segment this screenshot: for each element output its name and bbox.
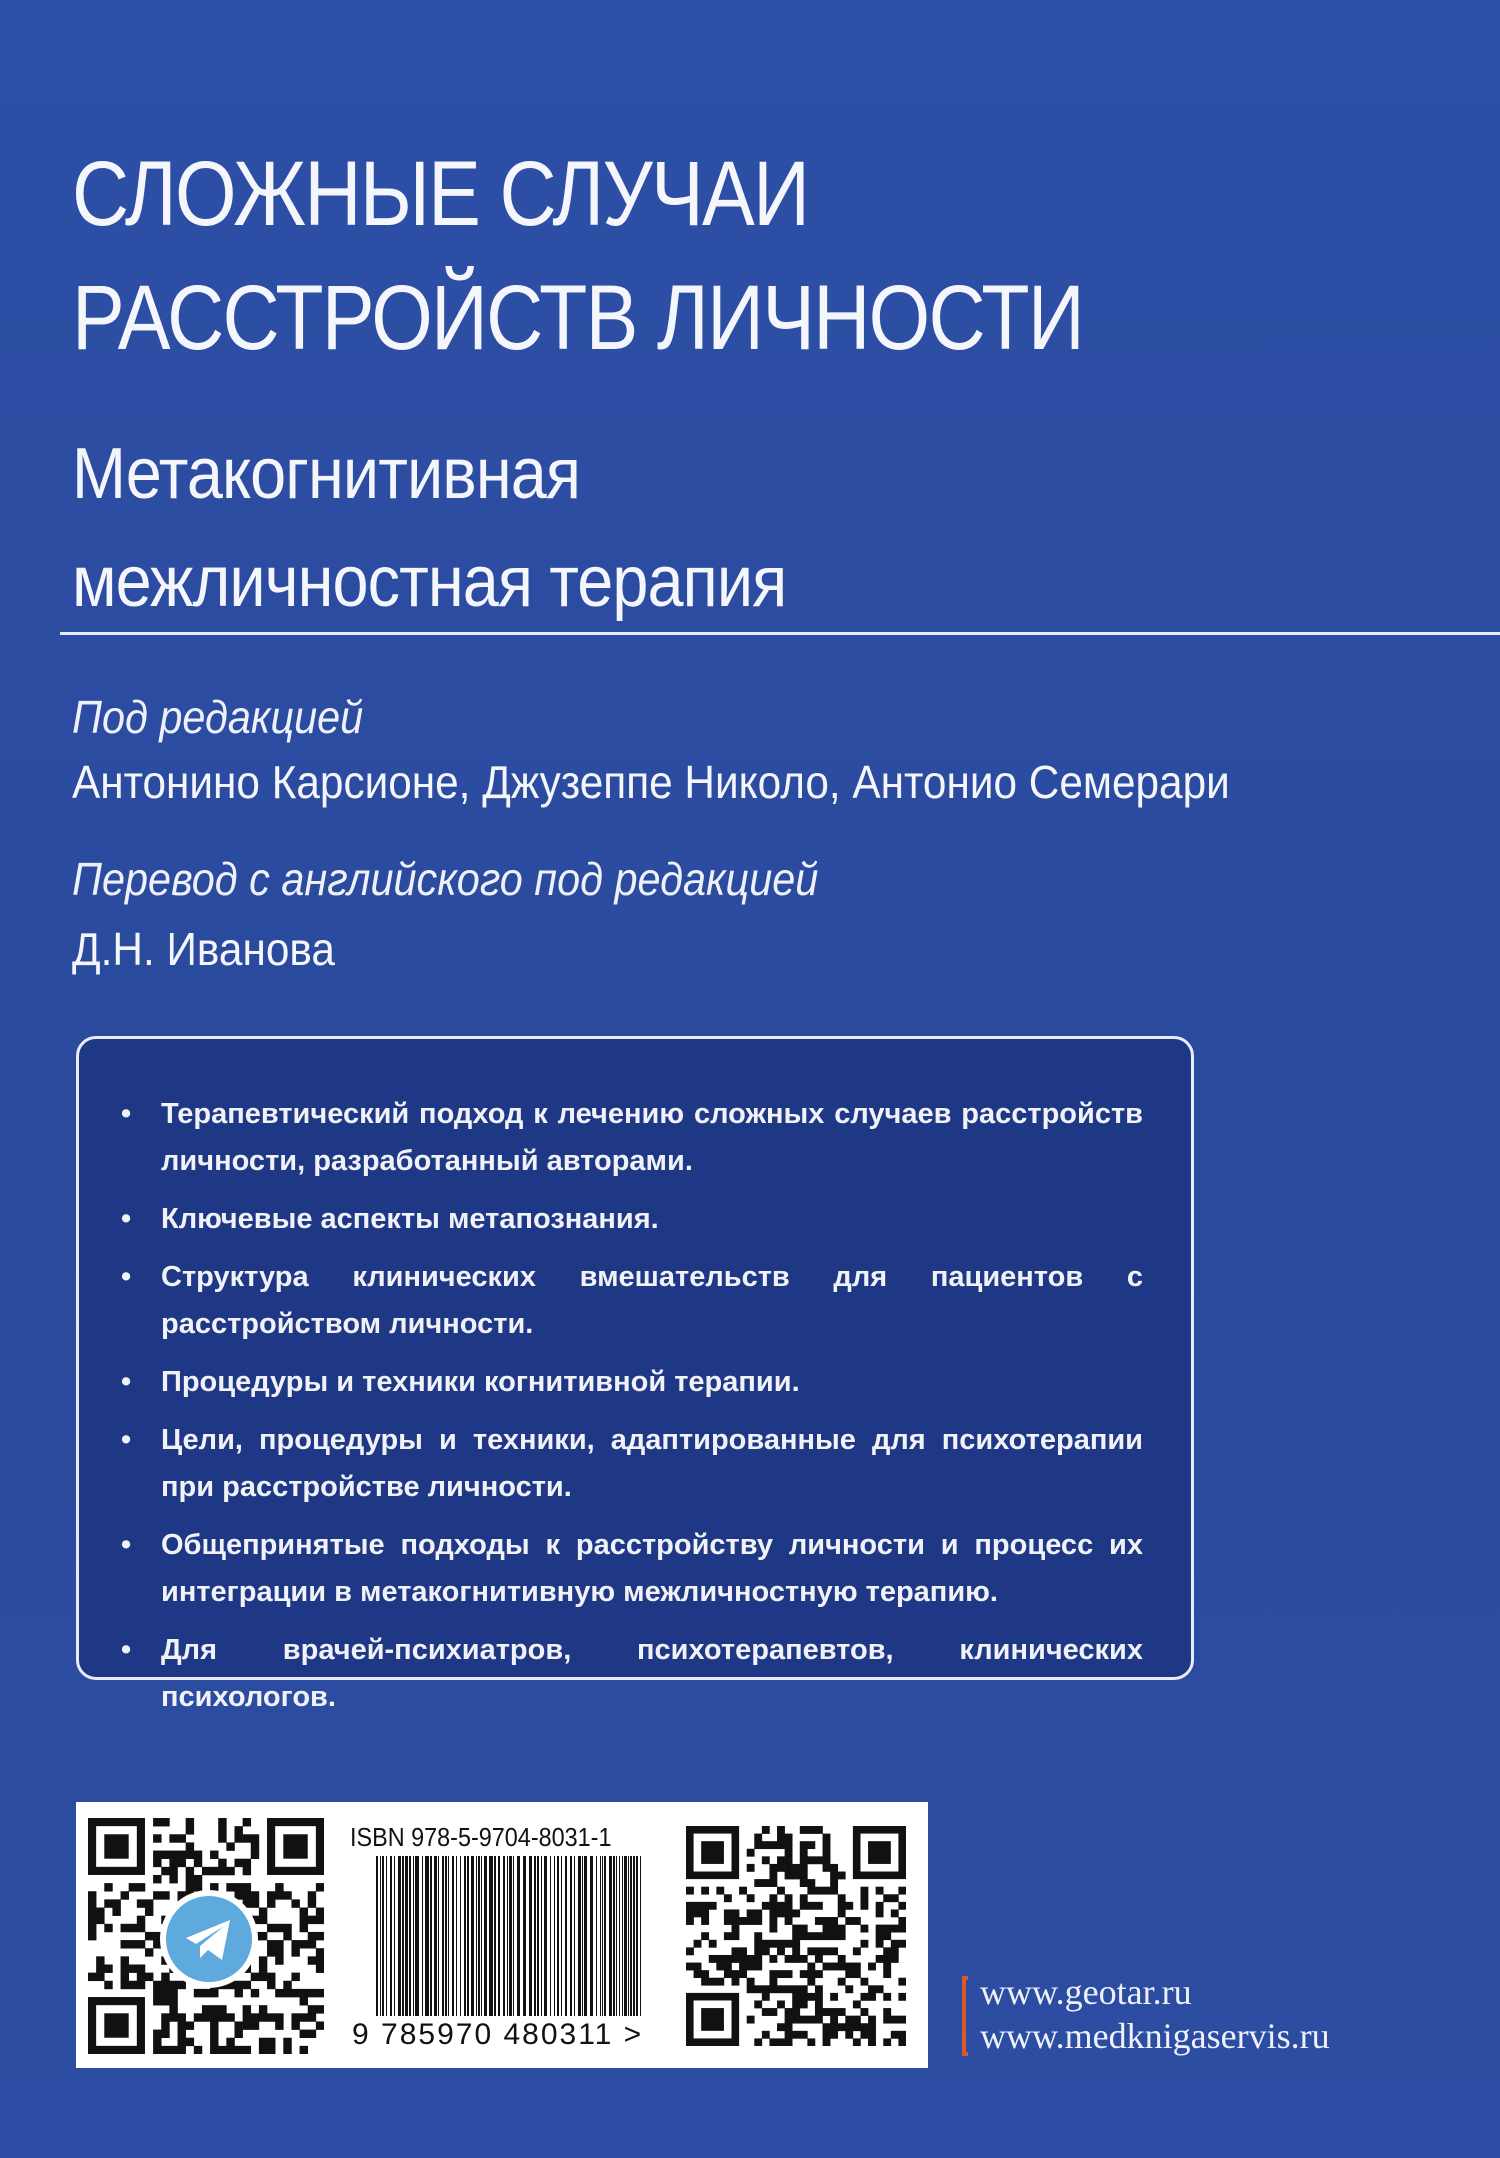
feature-text: Структура клинических вмешательств для пациентов с расстройством личности. bbox=[161, 1261, 1143, 1340]
bullet-icon: • bbox=[121, 1529, 132, 1561]
website-link-geotar[interactable]: www.geotar.ru bbox=[980, 1972, 1192, 2012]
subtitle-line-1: Метакогнитивная bbox=[72, 434, 581, 514]
ean-barcode bbox=[376, 1856, 646, 2016]
isbn-label: ISBN 978-5-9704-8031-1 bbox=[350, 1822, 612, 1852]
editors-label: Под редакцией bbox=[72, 691, 364, 743]
translation-editor: Д.Н. Иванова bbox=[72, 923, 335, 975]
feature-text: Ключевые аспекты метапознания. bbox=[161, 1203, 659, 1235]
qr-code-icon bbox=[686, 1826, 906, 2046]
bullet-icon: • bbox=[121, 1366, 132, 1398]
bullet-icon: • bbox=[121, 1261, 132, 1293]
book-subtitle bbox=[72, 420, 1152, 636]
divider bbox=[60, 632, 1500, 635]
ean-digits: 9 785970 480311 > bbox=[352, 2018, 644, 2051]
feature-item bbox=[121, 1196, 1143, 1243]
feature-text: Цели, процедуры и техники, адаптированные для психотерапии при расстройстве личности. bbox=[161, 1424, 1143, 1503]
feature-text: Общепринятые подходы к расстройству личности и процесс их интеграции в метакогнитивную межличностную терапию. bbox=[161, 1529, 1143, 1608]
bullet-icon: • bbox=[121, 1203, 132, 1235]
feature-text: Терапевтический подход к лечению сложных случаев расстройств личности, разработанный авторами. bbox=[161, 1098, 1143, 1177]
qr-code-right bbox=[686, 1826, 906, 2046]
title-line-1: СЛОЖНЫЕ СЛУЧАИ bbox=[72, 143, 809, 245]
bullet-icon: • bbox=[121, 1098, 132, 1130]
feature-item bbox=[121, 1091, 1143, 1185]
book-title bbox=[72, 132, 1190, 380]
feature-text: Для врачей-психиатров, психотерапевтов, клинических психологов. bbox=[161, 1634, 1143, 1713]
feature-item bbox=[121, 1359, 1143, 1406]
telegram-icon bbox=[160, 1890, 258, 1988]
translation-label: Перевод с английского под редакцией bbox=[72, 853, 819, 905]
editors-names: Антонино Карсионе, Джузеппе Николо, Антонио Семерари bbox=[72, 756, 1230, 808]
title-line-2: РАССТРОЙСТВ ЛИЧНОСТИ bbox=[72, 267, 1084, 369]
feature-text: Процедуры и техники когнитивной терапии. bbox=[161, 1366, 800, 1398]
feature-item bbox=[121, 1522, 1143, 1616]
website-bracket bbox=[962, 1976, 968, 2056]
bullet-icon: • bbox=[121, 1424, 132, 1456]
subtitle-line-2: межличностная терапия bbox=[72, 542, 787, 622]
bullet-icon: • bbox=[121, 1634, 132, 1666]
feature-item bbox=[121, 1627, 1143, 1721]
features-list bbox=[79, 1039, 1191, 1721]
feature-item bbox=[121, 1417, 1143, 1511]
feature-item bbox=[121, 1254, 1143, 1348]
features-panel bbox=[76, 1036, 1194, 1713]
websites bbox=[980, 1970, 1330, 2058]
website-link-medknigaservis[interactable]: www.medknigaservis.ru bbox=[980, 2016, 1330, 2056]
